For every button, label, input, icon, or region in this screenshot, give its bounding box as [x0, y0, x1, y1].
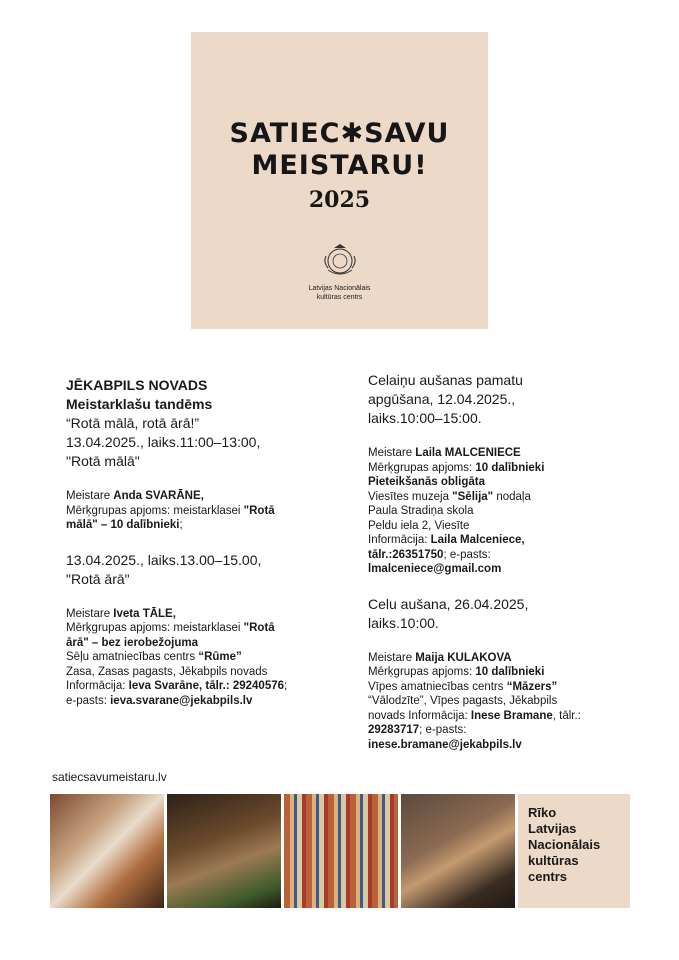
sponsor-line: Nacionālais [528, 837, 601, 852]
venue-line3: Peldu iela 2, Viesīte [368, 519, 470, 532]
event2-title-line1: Celu aušana, 26.04.2025, [368, 595, 529, 612]
venue-name: “Māzers” [506, 680, 558, 693]
poster-title-line1: SATIEC✱SAVU [229, 118, 450, 149]
master2-size-line2 [66, 636, 331, 651]
size-label: Mērķgrupas apjoms: [368, 666, 476, 678]
email-link[interactable]: ieva.svarane@jekabpils.lv [110, 694, 253, 707]
event-session-name: "Rotā mālā" [66, 453, 140, 469]
email-link[interactable]: lmalceniece@gmail.com [368, 563, 502, 575]
master-label: Meistare [66, 490, 114, 502]
info-line [66, 679, 331, 694]
venue-line [368, 490, 608, 505]
email2-line [368, 738, 608, 753]
address-line: Zasa, Zasas pagasts, Jēkabpils novads [66, 665, 268, 678]
email-line [66, 694, 331, 709]
national-crest-icon [320, 240, 360, 280]
master-name: Anda SVARĀNE, [113, 490, 204, 502]
master1-size-line2 [66, 518, 331, 533]
info-label: Informācija: [66, 680, 129, 692]
phone: 29283717 [368, 724, 420, 736]
session2-name: "Rotā ārā" [66, 570, 130, 587]
size-value: 10 dalībnieki [475, 666, 545, 678]
event-title-line1: Meistarklašu tandēms [66, 396, 213, 412]
size-end: ; [179, 519, 183, 531]
master1-size-line [66, 504, 331, 519]
sponsor-line: centrs [528, 869, 568, 884]
master-name: Maija KULAKOVA [415, 651, 512, 664]
size-label: Mērķgrupas apjoms: meistarklasei [66, 622, 244, 634]
info-contact: Laila Malceniece, [430, 534, 525, 546]
master1-line [368, 446, 608, 461]
master-name: Laila MALCENIECE [415, 447, 521, 459]
email-label: ; e-pasts: [443, 548, 491, 561]
event2-title-line2: laiks.10:00. [368, 614, 439, 631]
email-label: ; e-pasts: [419, 724, 467, 736]
sponsor-text [528, 805, 600, 885]
photo-blacksmith-icon [401, 794, 515, 908]
info-label: novads Informācija: [368, 709, 471, 722]
poster-year: 2025 [308, 187, 371, 213]
info-contact: Inese Bramane [470, 709, 553, 722]
venue2-line [368, 680, 608, 695]
sponsor-line: Latvijas [528, 821, 577, 836]
size-label: Mērķgrupas apjoms: meistarklasei [66, 504, 244, 517]
photo-spinning-wheel-icon [167, 794, 281, 908]
info-sep: ; [284, 680, 288, 692]
venue-part-a: Viesītes muzeja [368, 490, 453, 503]
venue-name: “Rūme” [198, 651, 242, 663]
venue2-line3 [368, 709, 608, 724]
registration-note [368, 475, 608, 490]
region-heading: JĒKABPILS NOVADS [66, 377, 208, 393]
venue-label: Sēļu amatniecības centrs [66, 651, 199, 663]
poster-org-line2: kultūras centrs [316, 294, 363, 301]
master-label: Meistare [66, 607, 114, 620]
phone2-line [368, 723, 608, 738]
sponsor-box [518, 794, 630, 908]
master2-line [368, 651, 608, 666]
website-link[interactable]: satiecsavumeistaru.lv [52, 770, 167, 784]
venue-part-c: nodaļa [493, 490, 531, 503]
master-label: Meistare [368, 651, 416, 664]
size-value: 10 dalībnieki [475, 461, 545, 474]
venue-part-b: "Sēlija" [452, 490, 494, 503]
event1-title-line3: laiks.10:00–15:00. [368, 410, 482, 426]
session2-date: 13.04.2025., laiks.13.00–15.00, [66, 551, 262, 568]
venue-line2: Paula Stradiņa skola [368, 505, 474, 517]
email-label: e-pasts: [66, 694, 111, 707]
event-date-line: 13.04.2025., laiks.11:00–13:00, [66, 434, 261, 450]
info-contact: Ieva Svarāne, tālr.: 29240576 [128, 680, 285, 692]
photo-jewelry-icon [50, 794, 164, 908]
right-column [368, 371, 608, 752]
phone-label: , tālr.: [552, 709, 581, 722]
event-poster [191, 32, 488, 329]
size-value-cont: mālā" – 10 dalībnieki [66, 519, 180, 531]
venue-label: Vīpes amatniecības centrs [368, 680, 507, 693]
photo-woven-textiles-icon [284, 794, 398, 908]
venue-line [66, 650, 331, 665]
size-value: "Rotā [243, 504, 275, 517]
poster-title-line2: MEISTARU! [251, 150, 428, 181]
poster-org-line1: Latvijas Nacionālais [308, 285, 371, 292]
info-line [368, 533, 608, 548]
phone-line [368, 548, 608, 563]
size-value: "Rotā [243, 622, 275, 634]
master2-size-line [66, 621, 331, 636]
size-label: Mērķgrupas apjoms: [368, 461, 476, 474]
size-value-cont: ārā" – bez ierobežojuma [66, 636, 198, 649]
event1-title-line1: Celaiņu aušanas pamatu [368, 372, 523, 388]
master2-line [66, 607, 331, 622]
sponsor-line: kultūras [528, 853, 579, 868]
info-label: Informācija: [368, 534, 431, 546]
master1-size-line [368, 461, 608, 476]
email-link[interactable]: inese.bramane@jekabpils.lv [368, 738, 522, 751]
master-label: Meistare [368, 447, 416, 459]
venue2-line2: “Vālodzīte”, Vīpes pagasts, Jēkabpils [368, 695, 558, 707]
event-title-line2: “Rotā mālā, rotā ārā!” [66, 415, 200, 431]
sponsor-line: Rīko [528, 805, 557, 820]
poster-org [191, 284, 488, 302]
master1-line [66, 489, 331, 504]
email-line [368, 562, 608, 577]
master-name: Iveta TĀLE, [113, 607, 176, 620]
registration-text: Pieteikšanās obligāta [368, 476, 485, 488]
phone: tālr.:26351750 [368, 548, 444, 561]
left-column [66, 376, 331, 708]
master2-size-line [368, 665, 608, 680]
event1-title-line2: apgūšana, 12.04.2025., [368, 391, 516, 407]
